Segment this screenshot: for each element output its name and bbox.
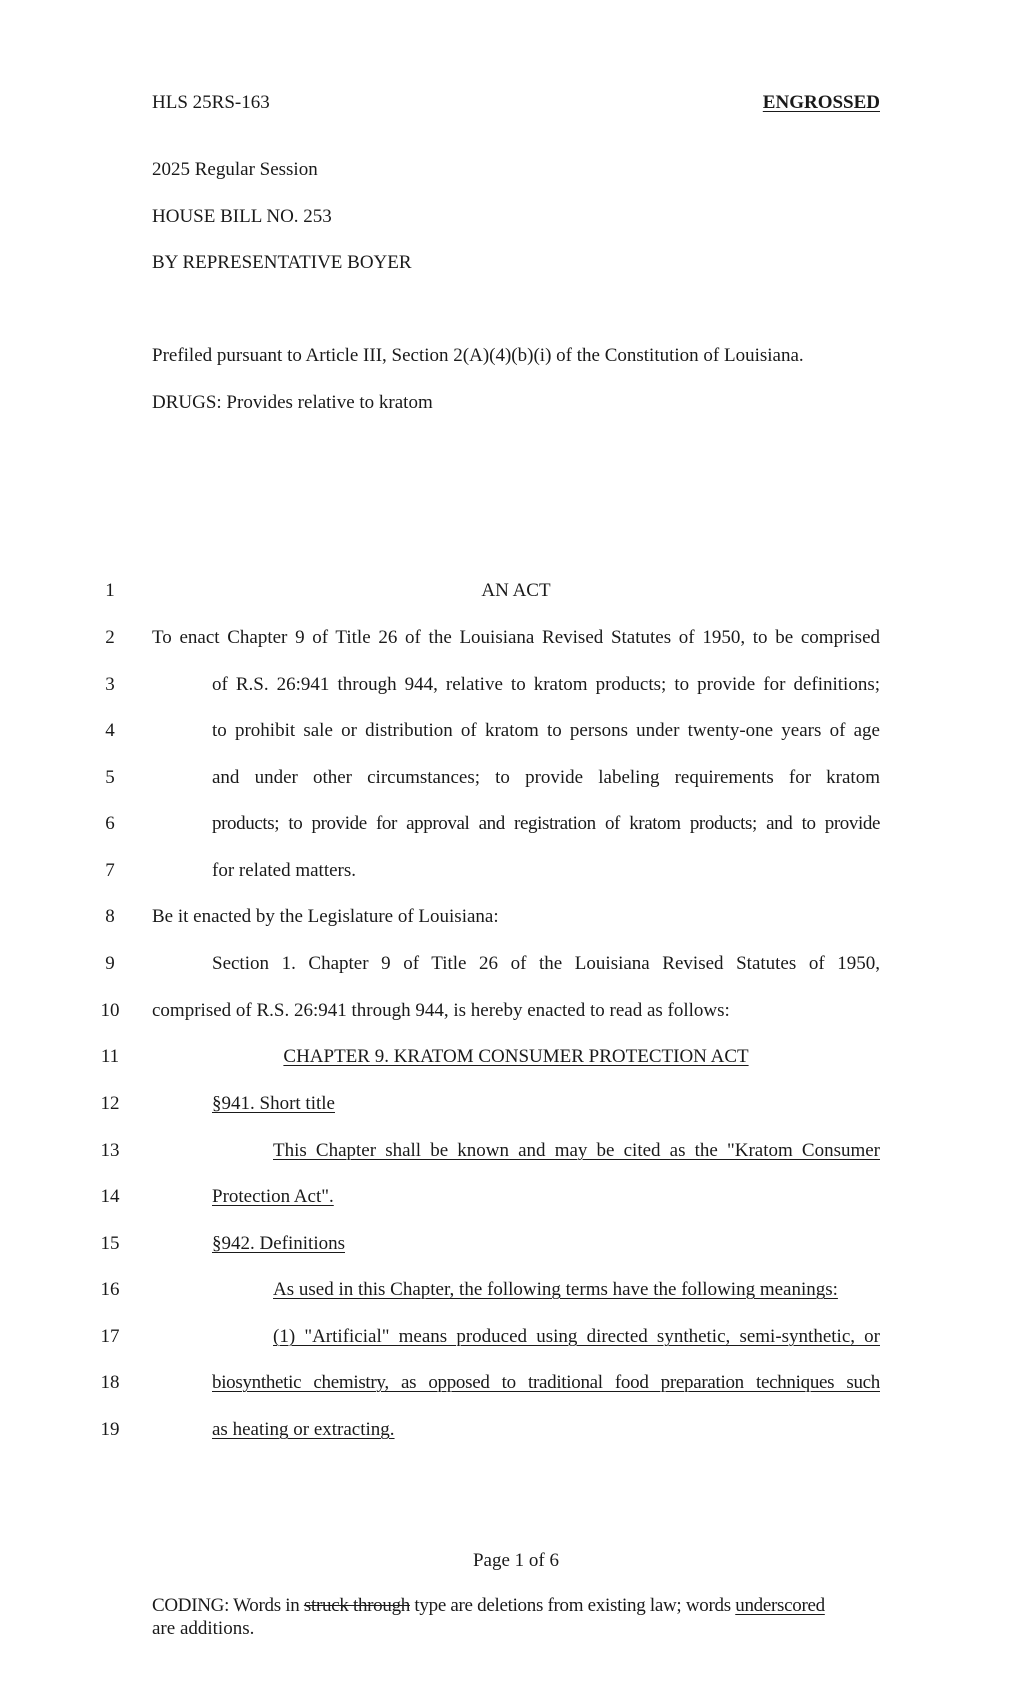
line-number: 19	[100, 1419, 120, 1440]
line-number: 13	[100, 1140, 120, 1161]
digest-line: DRUGS: Provides relative to kratom	[152, 392, 433, 413]
line-text: products; to provide for approval and registration of kratom products; and to provide	[212, 813, 880, 834]
line-text: (1) "Artificial" means produced using directed synthetic, semi-synthetic, or	[273, 1326, 880, 1347]
chapter-heading-text: CHAPTER 9. KRATOM CONSUMER PROTECTION ACT	[283, 1046, 749, 1067]
line-number: 15	[100, 1233, 120, 1254]
line-number: 14	[100, 1186, 120, 1207]
document-id: HLS 25RS-163	[152, 92, 270, 113]
bill-number: HOUSE BILL NO. 253	[152, 206, 332, 227]
line-text: for related matters.	[212, 860, 357, 881]
prefiled-note: Prefiled pursuant to Article III, Section 2(A)(4)(b)(i) of the Constitution of Louisiana.	[152, 345, 804, 366]
line-number: 4	[105, 720, 115, 741]
line-text: to prohibit sale or distribution of kratom to persons under twenty-one years of age	[212, 720, 880, 741]
line-number: 11	[100, 1046, 120, 1067]
line-text: as heating or extracting.	[212, 1419, 395, 1440]
line-number: 6	[105, 813, 115, 834]
coding-struck-sample: struck through	[303, 1595, 410, 1616]
line-number: 10	[100, 1000, 120, 1021]
line-text: To enact Chapter 9 of Title 26 of the Louisiana Revised Statutes of 1950, to be comprised	[152, 627, 880, 648]
coding-note-end: are additions.	[152, 1618, 255, 1639]
bill-author: BY REPRESENTATIVE BOYER	[152, 252, 412, 273]
line-number: 17	[100, 1326, 120, 1347]
line-number: 5	[105, 767, 115, 788]
line-text: Be it enacted by the Legislature of Louisiana:	[152, 906, 499, 927]
line-number: 7	[105, 860, 115, 881]
line-text: of R.S. 26:941 through 944, relative to kratom products; to provide for definitions;	[212, 674, 880, 695]
line-number: 8	[105, 906, 115, 927]
coding-underscored-sample: underscored	[735, 1595, 825, 1616]
line-text: comprised of R.S. 26:941 through 944, is hereby enacted to read as follows:	[152, 1000, 730, 1021]
session-label: 2025 Regular Session	[152, 159, 318, 180]
line-text: and under other circumstances; to provide labeling requirements for kratom	[212, 767, 880, 788]
line-text: This Chapter shall be known and may be cited as the "Kratom Consumer	[273, 1140, 880, 1161]
line-number: 9	[105, 953, 115, 974]
chapter-heading	[152, 1046, 880, 1068]
line-number: 3	[105, 674, 115, 695]
section-heading: §942. Definitions	[212, 1233, 345, 1254]
section-heading: §941. Short title	[212, 1093, 335, 1114]
coding-mid: type are deletions from existing law; words	[409, 1595, 736, 1616]
line-number: 16	[100, 1279, 120, 1300]
line-number: 2	[105, 627, 115, 648]
line-text: biosynthetic chemistry, as opposed to traditional food preparation techniques such	[212, 1372, 880, 1393]
coding-prefix: CODING: Words in	[152, 1595, 304, 1616]
coding-note	[152, 1595, 880, 1617]
status-badge: ENGROSSED	[762, 92, 880, 113]
line-text: Protection Act".	[212, 1186, 334, 1207]
page-number: Page 1 of 6	[472, 1550, 559, 1571]
line-number: 12	[100, 1093, 120, 1114]
line-text: As used in this Chapter, the following terms have the following meanings:	[273, 1279, 838, 1300]
act-heading: AN ACT	[481, 580, 551, 601]
line-text: Section 1. Chapter 9 of Title 26 of the Louisiana Revised Statutes of 1950,	[212, 953, 880, 974]
line-number: 1	[105, 580, 115, 601]
line-number: 18	[100, 1372, 120, 1393]
